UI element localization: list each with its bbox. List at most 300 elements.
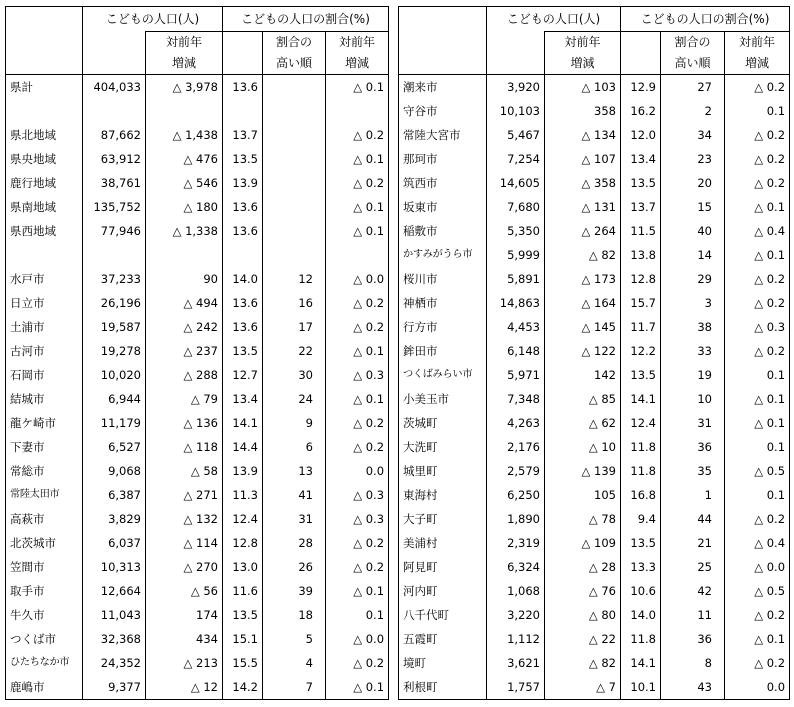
ratio-change: △ 0.2 [326,171,389,195]
population-change: △ 132 [146,507,223,531]
ratio-rank: 23 [661,147,725,171]
ratio-change: △ 0.5 [725,579,790,603]
ratio-change: △ 0.5 [725,459,790,483]
children-ratio: 14.0 [223,267,263,291]
children-ratio: 11.7 [621,315,661,339]
ratio-change: 0.0 [326,459,389,483]
ratio-change: 0.0 [725,675,790,700]
ratio-change: △ 0.1 [725,195,790,219]
children-population: 6,387 [83,483,146,507]
population-change: △ 139 [545,459,621,483]
children-ratio: 13.5 [223,339,263,363]
municipality-name: 高萩市 [6,507,83,531]
children-ratio: 14.1 [621,387,661,411]
ratio-change: △ 0.2 [725,603,790,627]
children-ratio: 12.8 [223,531,263,555]
ratio-change: △ 0.2 [725,507,790,531]
children-population: 1,112 [487,627,545,651]
municipality-name: つくば市 [6,627,83,651]
children-ratio: 14.2 [223,675,263,700]
municipality-name: 県央地域 [6,147,83,171]
children-ratio: 16.2 [621,99,661,123]
population-change: △ 103 [545,75,621,100]
municipality-name: 神栖市 [399,291,487,315]
population-change: △ 271 [146,483,223,507]
population-change: △ 7 [545,675,621,700]
table-row [6,363,389,387]
ratio-change: △ 0.1 [326,219,389,243]
municipality-name: 県計 [6,75,83,100]
children-ratio: 13.3 [621,555,661,579]
children-ratio: 12.9 [621,75,661,100]
children-population [83,243,146,267]
table-row [6,315,389,339]
ratio-rank: 1 [661,483,725,507]
ratio-change: △ 0.2 [725,123,790,147]
table-row [6,147,389,171]
children-ratio: 14.1 [621,651,661,675]
population-change: △ 476 [146,147,223,171]
population-change: △ 494 [146,291,223,315]
children-ratio: 13.6 [223,315,263,339]
children-ratio: 13.5 [223,603,263,627]
population-change: △ 10 [545,435,621,459]
children-population: 5,350 [487,219,545,243]
children-ratio: 13.5 [621,531,661,555]
header-yoy: 対前年 [326,32,389,54]
children-population: 7,254 [487,147,545,171]
population-change: △ 237 [146,339,223,363]
ratio-change: △ 0.2 [326,315,389,339]
children-ratio: 12.4 [223,507,263,531]
header-blank [621,32,661,54]
header-blank [399,32,487,54]
ratio-change: △ 0.4 [725,531,790,555]
ratio-rank [263,147,326,171]
population-change: △ 1,338 [146,219,223,243]
ratio-rank: 34 [661,123,725,147]
table-row [399,651,790,675]
ratio-change: △ 0.2 [725,75,790,100]
ratio-rank [263,243,326,267]
header-children-ratio: こどもの人口の割合(%) [223,7,389,32]
children-ratio: 11.5 [621,219,661,243]
table-row [6,387,389,411]
ratio-rank: 14 [661,243,725,267]
municipality-name [6,99,83,123]
children-population: 38,761 [83,171,146,195]
children-ratio: 13.4 [621,147,661,171]
children-ratio: 15.7 [621,291,661,315]
municipality-name: 桜川市 [399,267,487,291]
children-ratio: 10.6 [621,579,661,603]
right-table [398,6,790,700]
children-population: 6,250 [487,483,545,507]
children-population: 63,912 [83,147,146,171]
ratio-rank: 43 [661,675,725,700]
ratio-change: △ 0.1 [725,411,790,435]
children-ratio: 13.6 [223,219,263,243]
ratio-rank [263,75,326,100]
children-population: 6,944 [83,387,146,411]
children-population: 2,319 [487,531,545,555]
children-ratio: 16.8 [621,483,661,507]
table-row [6,675,389,700]
municipality-name: 鉾田市 [399,339,487,363]
table-row [399,675,790,700]
header-blank [83,53,146,75]
children-population: 6,148 [487,339,545,363]
population-change: △ 1,438 [146,123,223,147]
table-row [6,291,389,315]
ratio-change [326,243,389,267]
children-population: 3,220 [487,603,545,627]
ratio-rank: 24 [263,387,326,411]
municipality-name: 取手市 [6,579,83,603]
header-yoy: 対前年 [146,32,223,54]
header-blank [6,7,83,32]
population-change: △ 82 [545,243,621,267]
children-population: 24,352 [83,651,146,675]
municipality-name: 筑西市 [399,171,487,195]
municipality-name: 県南地域 [6,195,83,219]
table-row [399,603,790,627]
children-ratio: 13.5 [621,363,661,387]
population-change: 358 [545,99,621,123]
children-ratio: 11.8 [621,459,661,483]
ratio-rank: 31 [661,411,725,435]
municipality-name: 河内町 [399,579,487,603]
municipality-name: 守谷市 [399,99,487,123]
ratio-rank: 25 [661,555,725,579]
children-population: 2,176 [487,435,545,459]
municipality-name: 県西地域 [6,219,83,243]
population-change: △ 173 [545,267,621,291]
ratio-change: △ 0.1 [725,387,790,411]
children-population: 37,233 [83,267,146,291]
ratio-rank: 27 [661,75,725,100]
municipality-name [6,243,83,267]
ratio-rank: 11 [661,603,725,627]
table-row [6,555,389,579]
municipality-name: 常陸大宮市 [399,123,487,147]
children-population: 1,890 [487,507,545,531]
ratio-rank: 3 [661,291,725,315]
ratio-change: △ 0.2 [326,531,389,555]
municipality-name: ひたちなか市 [6,651,83,675]
header-blank [399,7,487,32]
municipality-name: 潮来市 [399,75,487,100]
header-yoy: 対前年 [545,32,621,54]
ratio-rank: 28 [263,531,326,555]
municipality-name: 石岡市 [6,363,83,387]
ratio-rank: 2 [661,99,725,123]
municipality-name: 五霞町 [399,627,487,651]
header-blank [223,53,263,75]
table-row [6,243,389,267]
population-change: △ 56 [146,579,223,603]
children-ratio: 13.5 [621,171,661,195]
municipality-name: 古河市 [6,339,83,363]
ratio-rank: 40 [661,219,725,243]
children-ratio: 13.9 [223,459,263,483]
children-population: 11,179 [83,411,146,435]
children-population: 4,453 [487,315,545,339]
ratio-change: △ 0.2 [326,651,389,675]
children-ratio: 10.1 [621,675,661,700]
municipality-name: 大子町 [399,507,487,531]
population-change: △ 78 [545,507,621,531]
ratio-change: △ 0.2 [326,435,389,459]
children-population: 9,377 [83,675,146,700]
ratio-rank [263,171,326,195]
children-population: 4,263 [487,411,545,435]
children-population: 26,196 [83,291,146,315]
children-ratio: 11.8 [621,627,661,651]
children-population: 14,605 [487,171,545,195]
ratio-change: △ 0.2 [725,291,790,315]
population-change: △ 180 [146,195,223,219]
children-ratio: 12.4 [621,411,661,435]
ratio-rank: 16 [263,291,326,315]
ratio-rank [263,195,326,219]
children-ratio: 12.0 [621,123,661,147]
ratio-change: △ 0.2 [725,267,790,291]
children-ratio [223,243,263,267]
children-ratio: 12.7 [223,363,263,387]
children-population: 19,587 [83,315,146,339]
population-change: △ 76 [545,579,621,603]
children-population: 10,103 [487,99,545,123]
header-blank [487,53,545,75]
ratio-rank: 26 [263,555,326,579]
municipality-name: 鹿行地域 [6,171,83,195]
children-population: 5,891 [487,267,545,291]
municipality-name: 下妻市 [6,435,83,459]
ratio-change: △ 0.2 [326,291,389,315]
table-row [399,147,790,171]
header-blank [6,32,83,54]
children-ratio: 12.8 [621,267,661,291]
table-row [399,411,790,435]
children-ratio: 14.4 [223,435,263,459]
population-change: △ 118 [146,435,223,459]
children-population: 135,752 [83,195,146,219]
municipality-name: 稲敷市 [399,219,487,243]
table-row [6,435,389,459]
children-population: 32,368 [83,627,146,651]
ratio-change [326,99,389,123]
children-population: 1,757 [487,675,545,700]
population-change: △ 213 [146,651,223,675]
ratio-rank: 17 [263,315,326,339]
ratio-change: 0.1 [725,99,790,123]
children-ratio: 13.5 [223,147,263,171]
header-blank [83,32,146,54]
children-ratio: 13.7 [223,123,263,147]
children-ratio: 11.3 [223,483,263,507]
table-row [6,75,389,100]
ratio-change: △ 0.3 [326,363,389,387]
children-population: 1,068 [487,579,545,603]
header-rank-2: 高い順 [263,53,326,75]
population-change: △ 85 [545,387,621,411]
ratio-change: 0.1 [725,483,790,507]
ratio-rank: 7 [263,675,326,700]
header-yoy: 対前年 [725,32,790,54]
children-population: 14,863 [487,291,545,315]
table-row [6,483,389,507]
table-row [399,123,790,147]
population-change: △ 164 [545,291,621,315]
ratio-change: △ 0.0 [725,555,790,579]
children-ratio [223,99,263,123]
municipality-name: 阿見町 [399,555,487,579]
municipality-name: 常陸太田市 [6,483,83,507]
table-row [399,267,790,291]
ratio-change: △ 0.1 [326,339,389,363]
table-row [399,555,790,579]
population-change: 174 [146,603,223,627]
table-row [6,603,389,627]
population-change: △ 145 [545,315,621,339]
municipality-name: 東海村 [399,483,487,507]
ratio-rank: 10 [661,387,725,411]
children-population: 12,664 [83,579,146,603]
ratio-change: △ 0.2 [326,411,389,435]
ratio-change: 0.1 [725,435,790,459]
children-population: 9,068 [83,459,146,483]
table-row [6,627,389,651]
municipality-name: 八千代町 [399,603,487,627]
population-change: △ 12 [146,675,223,700]
header-rank-1: 割合の [661,32,725,54]
children-population: 19,278 [83,339,146,363]
ratio-rank: 31 [263,507,326,531]
children-population: 87,662 [83,123,146,147]
municipality-name: 行方市 [399,315,487,339]
ratio-rank [263,99,326,123]
table-row [6,339,389,363]
children-population: 11,043 [83,603,146,627]
population-change: △ 288 [146,363,223,387]
ratio-rank: 12 [263,267,326,291]
municipality-name: 城里町 [399,459,487,483]
population-change: △ 114 [146,531,223,555]
table-row [399,195,790,219]
children-ratio: 13.9 [223,171,263,195]
population-change: △ 122 [545,339,621,363]
children-population: 5,467 [487,123,545,147]
ratio-rank: 30 [263,363,326,387]
children-ratio: 13.7 [621,195,661,219]
population-change: 434 [146,627,223,651]
children-population: 10,313 [83,555,146,579]
ratio-rank: 6 [263,435,326,459]
municipality-name: 北茨城市 [6,531,83,555]
population-change: △ 80 [545,603,621,627]
ratio-rank [263,219,326,243]
ratio-change: △ 0.2 [725,651,790,675]
children-population: 5,999 [487,243,545,267]
table-row [399,291,790,315]
left-table [5,6,389,700]
children-population: 77,946 [83,219,146,243]
children-ratio: 9.4 [621,507,661,531]
table-row [6,531,389,555]
ratio-rank: 21 [661,531,725,555]
ratio-rank: 38 [661,315,725,339]
children-population: 3,829 [83,507,146,531]
table-row [6,579,389,603]
children-population: 6,527 [83,435,146,459]
table-row [399,435,790,459]
municipality-name: 利根町 [399,675,487,700]
population-change: △ 3,978 [146,75,223,100]
municipality-name: 大洗町 [399,435,487,459]
population-change: △ 546 [146,171,223,195]
municipality-name: 龍ケ崎市 [6,411,83,435]
municipality-name: 境町 [399,651,487,675]
ratio-rank: 22 [263,339,326,363]
table-row [399,363,790,387]
ratio-rank: 4 [263,651,326,675]
population-change [146,99,223,123]
ratio-change: △ 0.2 [725,171,790,195]
population-change: △ 136 [146,411,223,435]
municipality-name: 小美玉市 [399,387,487,411]
municipality-name: 牛久市 [6,603,83,627]
ratio-rank: 29 [661,267,725,291]
ratio-rank: 33 [661,339,725,363]
header-children-ratio: こどもの人口の割合(%) [621,7,790,32]
population-change: △ 107 [545,147,621,171]
table-row [399,75,790,100]
table-row [6,267,389,291]
children-population: 6,037 [83,531,146,555]
table-row [399,243,790,267]
ratio-rank: 44 [661,507,725,531]
table-row [6,459,389,483]
children-ratio: 13.8 [621,243,661,267]
table-row [6,411,389,435]
children-population: 10,020 [83,363,146,387]
population-change: △ 22 [545,627,621,651]
header-rank-1: 割合の [263,32,326,54]
table-row [399,315,790,339]
table-row [399,219,790,243]
population-change [146,243,223,267]
municipality-name: 坂東市 [399,195,487,219]
table-row [399,531,790,555]
population-change: △ 264 [545,219,621,243]
municipality-name: 日立市 [6,291,83,315]
ratio-rank: 15 [661,195,725,219]
population-change: 90 [146,267,223,291]
ratio-rank [263,123,326,147]
header-children-population: こどもの人口(人) [487,7,621,32]
children-ratio: 14.1 [223,411,263,435]
population-change: 142 [545,363,621,387]
ratio-change: △ 0.1 [326,579,389,603]
table-row [399,627,790,651]
header-blank [487,32,545,54]
municipality-name: 美浦村 [399,531,487,555]
ratio-rank: 5 [263,627,326,651]
table-row [6,99,389,123]
ratio-rank: 19 [661,363,725,387]
children-population: 6,324 [487,555,545,579]
